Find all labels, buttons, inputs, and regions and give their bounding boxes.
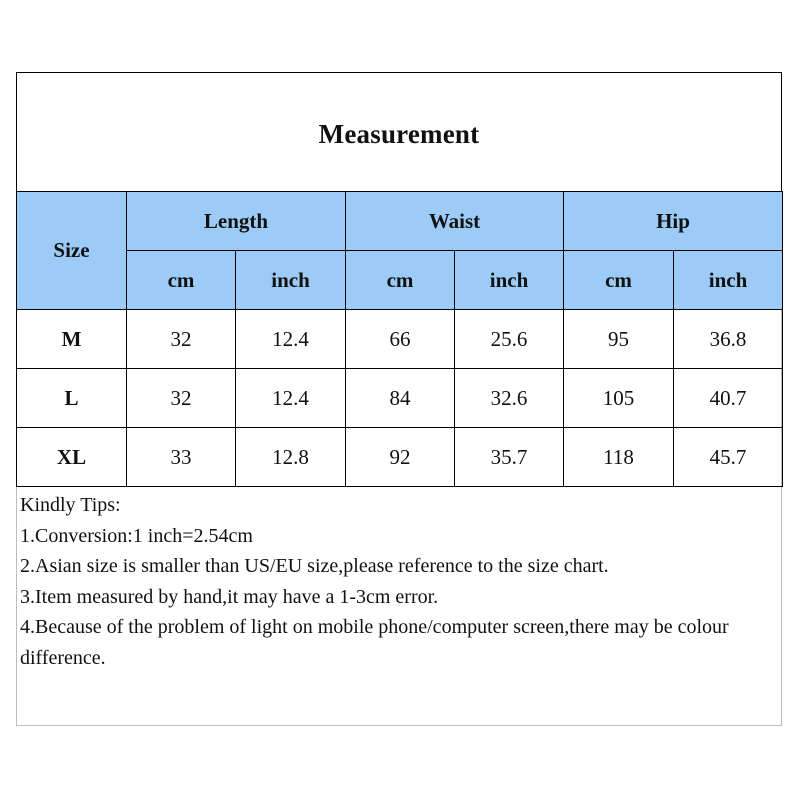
header-row-groups (17, 192, 783, 251)
table-cell: 40.7 (674, 369, 783, 428)
unit-header: inch (455, 251, 564, 310)
unit-header: inch (236, 251, 346, 310)
group-header-waist: Waist (346, 192, 564, 251)
kindly-tips (20, 490, 775, 673)
table-cell: 92 (346, 428, 455, 487)
unit-header: inch (674, 251, 783, 310)
tip-line: 3.Item measured by hand,it may have a 1-3cm error. (20, 585, 439, 608)
group-header-hip: Hip (564, 192, 783, 251)
unit-header: cm (346, 251, 455, 310)
page-title: Measurement (318, 118, 480, 149)
table-cell: 32 (127, 310, 236, 369)
size-cell: M (17, 310, 127, 369)
tips-heading: Kindly Tips: (20, 494, 121, 516)
table-cell: 32 (127, 369, 236, 428)
table-row (17, 369, 783, 428)
table-cell: 95 (564, 310, 674, 369)
size-cell: XL (17, 428, 127, 487)
tip-line: 1.Conversion:1 inch=2.54cm (20, 524, 253, 547)
table-cell: 12.8 (236, 428, 346, 487)
unit-header: cm (127, 251, 236, 310)
size-header: Size (17, 192, 127, 310)
table-cell: 12.4 (236, 369, 346, 428)
title-box (16, 72, 782, 191)
table-cell: 33 (127, 428, 236, 487)
table-row (17, 310, 783, 369)
unit-header: cm (564, 251, 674, 310)
table-cell: 35.7 (455, 428, 564, 487)
table-row (17, 428, 783, 487)
group-header-length: Length (127, 192, 346, 251)
table-cell: 84 (346, 369, 455, 428)
size-cell: L (17, 369, 127, 428)
table-cell: 105 (564, 369, 674, 428)
table-cell: 12.4 (236, 310, 346, 369)
table-cell: 25.6 (455, 310, 564, 369)
table-cell: 36.8 (674, 310, 783, 369)
tip-line: 2.Asian size is smaller than US/EU size,please reference to the size chart. (20, 555, 609, 577)
table-cell: 118 (564, 428, 674, 487)
table-cell: 66 (346, 310, 455, 369)
table-cell: 32.6 (455, 369, 564, 428)
size-table (16, 191, 783, 487)
header-row-units (17, 251, 783, 310)
tip-line: 4.Because of the problem of light on mobile phone/computer screen,there may be colour difference. (20, 616, 729, 669)
table-cell: 45.7 (674, 428, 783, 487)
